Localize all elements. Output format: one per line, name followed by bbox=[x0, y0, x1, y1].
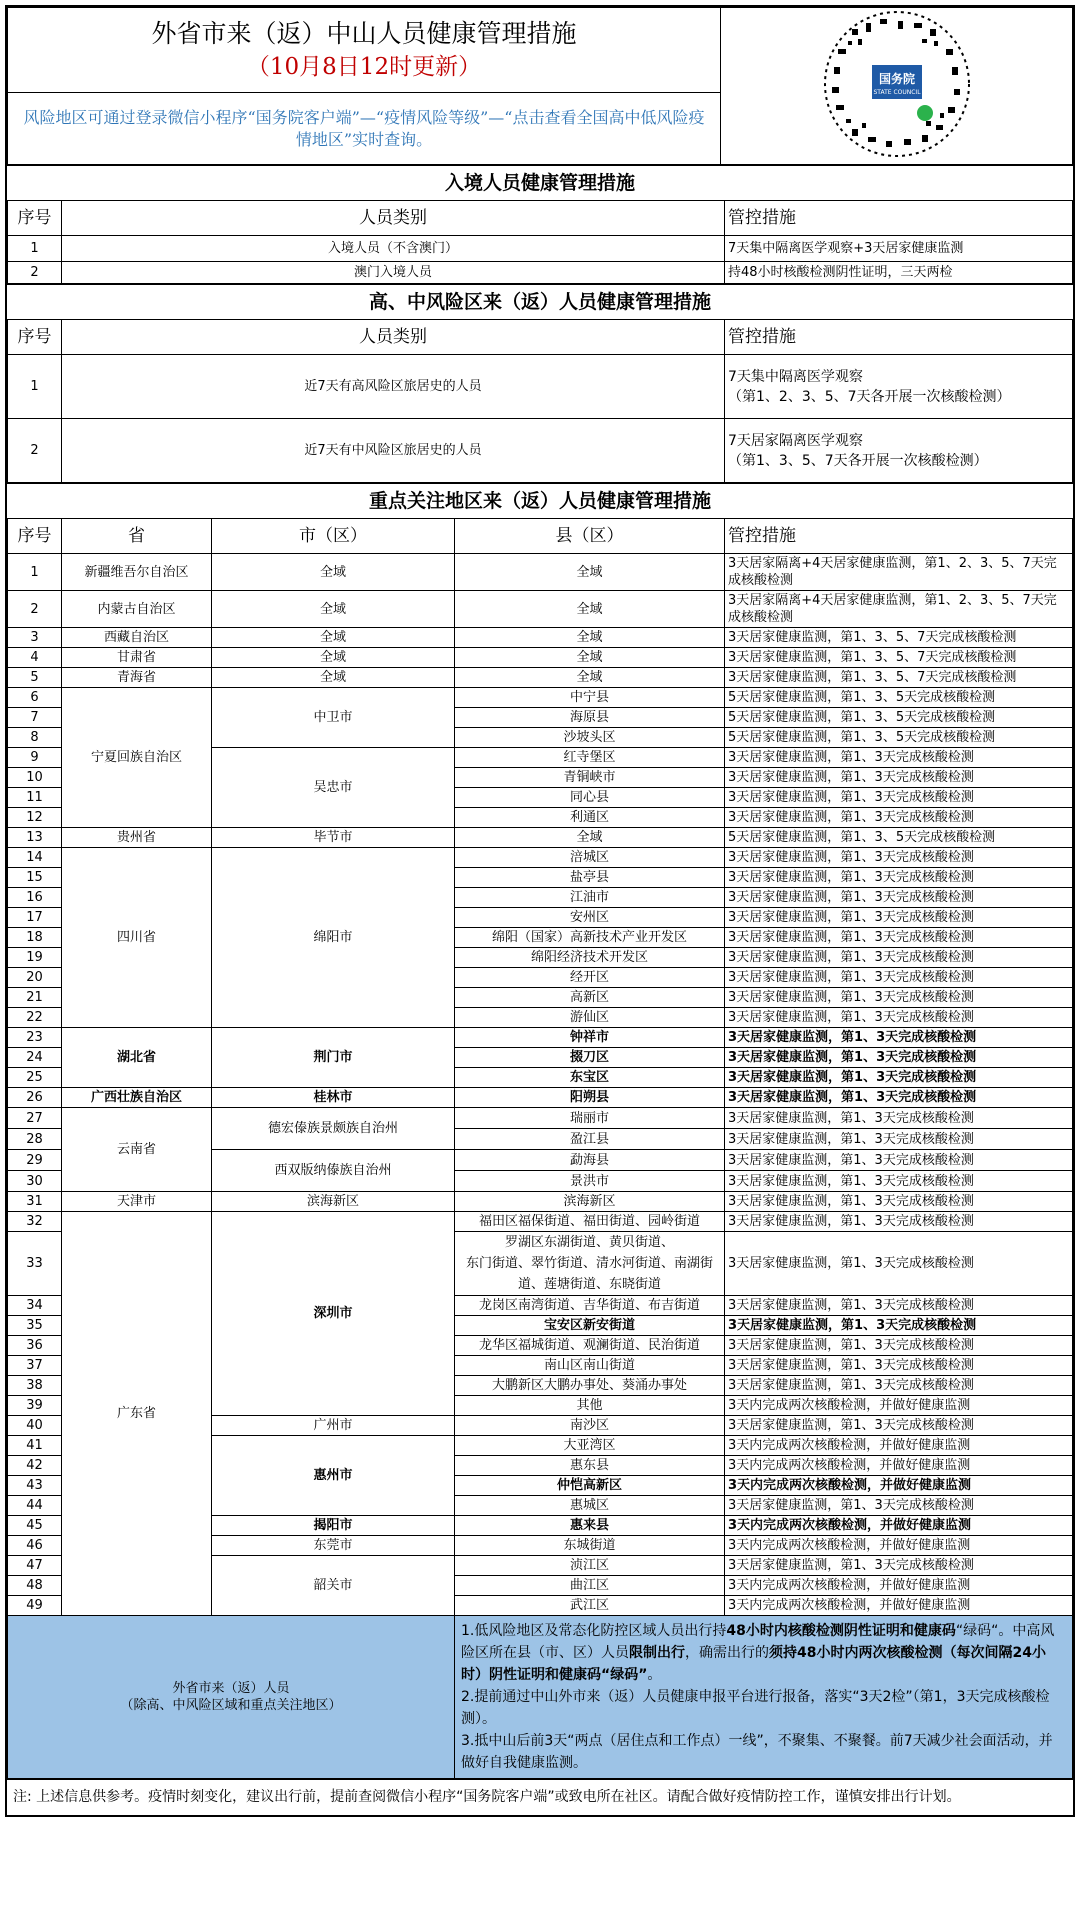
section3-title: 重点关注地区来（返）人员健康管理措施 bbox=[7, 483, 1073, 518]
county-cell: 全域 bbox=[455, 668, 725, 688]
table-row bbox=[8, 1108, 1073, 1129]
row-no: 48 bbox=[8, 1576, 62, 1596]
col-header-measure: 管控措施 bbox=[725, 519, 1073, 554]
county-cell: 曲江区 bbox=[455, 1576, 725, 1596]
row-category: 入境人员（不含澳门） bbox=[62, 236, 725, 262]
measure-cell: 3天居家健康监测，第1、3天完成核酸检测 bbox=[725, 1028, 1073, 1048]
measure-cell: 3天居家健康监测，第1、3天完成核酸检测 bbox=[725, 1192, 1073, 1212]
measure-cell: 3天居家隔离+4天居家健康监测，第1、2、3、5、7天完成核酸检测 bbox=[725, 554, 1073, 591]
county-cell: 掇刀区 bbox=[455, 1048, 725, 1068]
county-cell: 南沙区 bbox=[455, 1416, 725, 1436]
city-cell: 西双版纳傣族自治州 bbox=[212, 1150, 455, 1192]
measure-cell: 3天居家健康监测，第1、3天完成核酸检测 bbox=[725, 908, 1073, 928]
measure-cell: 3天居家健康监测，第1、3天完成核酸检测 bbox=[725, 1496, 1073, 1516]
row-no: 30 bbox=[8, 1171, 62, 1192]
measure-cell: 3天居家健康监测，第1、3天完成核酸检测 bbox=[725, 928, 1073, 948]
city-cell: 绵阳市 bbox=[212, 848, 455, 1028]
col-header-city: 市（区） bbox=[212, 519, 455, 554]
city-cell: 韶关市 bbox=[212, 1556, 455, 1616]
miniprogram-qr-code bbox=[822, 9, 972, 159]
row-no: 40 bbox=[8, 1416, 62, 1436]
row-no: 41 bbox=[8, 1436, 62, 1456]
row-measure: 7天居家隔离医学观察 （第1、3、5、7天各开展一次核酸检测） bbox=[725, 419, 1073, 483]
measure-cell: 3天内完成两次核酸检测，并做好健康监测 bbox=[725, 1396, 1073, 1416]
province-cell: 西藏自治区 bbox=[62, 628, 212, 648]
county-cell: 龙岗区南湾街道、吉华街道、布吉街道 bbox=[455, 1296, 725, 1316]
county-cell: 东城街道 bbox=[455, 1536, 725, 1556]
county-cell: 福田区福保街道、福田街道、园岭街道 bbox=[455, 1212, 725, 1232]
title-cell bbox=[8, 8, 721, 93]
province-cell: 贵州省 bbox=[62, 828, 212, 848]
county-cell: 盐亭县 bbox=[455, 868, 725, 888]
col-header-category: 人员类别 bbox=[62, 320, 725, 355]
measure-cell: 3天居家健康监测，第1、3天完成核酸检测 bbox=[725, 1068, 1073, 1088]
province-cell: 宁夏回族自治区 bbox=[62, 688, 212, 828]
measure-cell: 3天居家健康监测，第1、3天完成核酸检测 bbox=[725, 1171, 1073, 1192]
table-row bbox=[8, 1212, 1073, 1232]
table-row bbox=[8, 554, 1073, 591]
row-no: 38 bbox=[8, 1376, 62, 1396]
county-cell: 经开区 bbox=[455, 968, 725, 988]
row-no: 12 bbox=[8, 808, 62, 828]
row-no: 21 bbox=[8, 988, 62, 1008]
row-no: 7 bbox=[8, 708, 62, 728]
measure-cell: 3天居家健康监测，第1、3天完成核酸检测 bbox=[725, 1129, 1073, 1150]
measure-cell: 3天内完成两次核酸检测，并做好健康监测 bbox=[725, 1476, 1073, 1496]
measure-cell: 3天居家健康监测，第1、3天完成核酸检测 bbox=[725, 948, 1073, 968]
row-no: 44 bbox=[8, 1496, 62, 1516]
row-no: 16 bbox=[8, 888, 62, 908]
other-label-line2: （除高、中风险区域和重点关注地区） bbox=[120, 1698, 342, 1713]
table-row bbox=[8, 688, 1073, 708]
measure-cell: 3天内完成两次核酸检测，并做好健康监测 bbox=[725, 1536, 1073, 1556]
section2-table bbox=[7, 319, 1073, 483]
measure-cell: 3天居家健康监测，第1、3天完成核酸检测 bbox=[725, 788, 1073, 808]
county-cell: 安州区 bbox=[455, 908, 725, 928]
measure-cell: 3天居家健康监测，第1、3、5、7天完成核酸检测 bbox=[725, 668, 1073, 688]
text-span: 1.低风险地区及常态化防控区域人员出行持 bbox=[461, 1623, 727, 1639]
county-cell: 同心县 bbox=[455, 788, 725, 808]
row-no: 10 bbox=[8, 768, 62, 788]
measure-cell: 3天居家健康监测，第1、3天完成核酸检测 bbox=[725, 1232, 1073, 1296]
row-no: 37 bbox=[8, 1356, 62, 1376]
province-cell: 天津市 bbox=[62, 1192, 212, 1212]
row-no: 33 bbox=[8, 1232, 62, 1296]
other-regions-row bbox=[8, 1616, 1073, 1779]
row-no: 1 bbox=[8, 554, 62, 591]
measure-cell: 5天居家健康监测，第1、3、5天完成核酸检测 bbox=[725, 728, 1073, 748]
row-no: 39 bbox=[8, 1396, 62, 1416]
row-no: 15 bbox=[8, 868, 62, 888]
row-measure: 7天集中隔离医学观察 （第1、2、3、5、7天各开展一次核酸检测） bbox=[725, 355, 1073, 419]
page-title: 外省市来（返）中山人员健康管理措施 bbox=[151, 19, 577, 48]
county-cell: 惠东县 bbox=[455, 1456, 725, 1476]
province-cell: 广西壮族自治区 bbox=[62, 1088, 212, 1108]
measure-cell: 3天居家健康监测，第1、3天完成核酸检测 bbox=[725, 1108, 1073, 1129]
row-no: 6 bbox=[8, 688, 62, 708]
county-cell: 景洪市 bbox=[455, 1171, 725, 1192]
county-cell: 海原县 bbox=[455, 708, 725, 728]
measure-cell: 3天居家健康监测，第1、3天完成核酸检测 bbox=[725, 888, 1073, 908]
table-row bbox=[8, 262, 1073, 284]
province-cell: 湖北省 bbox=[62, 1028, 212, 1088]
qr-sublabel: STATE COUNCIL bbox=[872, 89, 921, 96]
col-header-county: 县（区） bbox=[455, 519, 725, 554]
province-cell: 广东省 bbox=[62, 1212, 212, 1616]
col-header-measure: 管控措施 bbox=[725, 201, 1073, 236]
row-no: 46 bbox=[8, 1536, 62, 1556]
row-no: 1 bbox=[8, 236, 62, 262]
county-cell: 浈江区 bbox=[455, 1556, 725, 1576]
measure-cell: 3天内完成两次核酸检测，并做好健康监测 bbox=[725, 1596, 1073, 1616]
update-time: （10月8日12时更新） bbox=[246, 54, 482, 80]
city-cell: 毕节市 bbox=[212, 828, 455, 848]
row-no: 17 bbox=[8, 908, 62, 928]
table-row bbox=[8, 591, 1073, 628]
county-cell: 滨海新区 bbox=[455, 1192, 725, 1212]
province-cell: 青海省 bbox=[62, 668, 212, 688]
row-no: 29 bbox=[8, 1150, 62, 1171]
row-no: 8 bbox=[8, 728, 62, 748]
row-category: 近7天有中风险区旅居史的人员 bbox=[62, 419, 725, 483]
row-no: 31 bbox=[8, 1192, 62, 1212]
city-cell: 东莞市 bbox=[212, 1536, 455, 1556]
row-no: 11 bbox=[8, 788, 62, 808]
city-cell: 揭阳市 bbox=[212, 1516, 455, 1536]
city-cell: 荆门市 bbox=[212, 1028, 455, 1088]
row-no: 49 bbox=[8, 1596, 62, 1616]
county-cell: 龙华区福城街道、观澜街道、民治街道 bbox=[455, 1336, 725, 1356]
row-measure: 7天集中隔离医学观察+3天居家健康监测 bbox=[725, 236, 1073, 262]
county-cell: 全域 bbox=[455, 554, 725, 591]
county-cell: 南山区南山街道 bbox=[455, 1356, 725, 1376]
other-label-line1: 外省市来（返）人员 bbox=[172, 1681, 290, 1696]
row-no: 9 bbox=[8, 748, 62, 768]
county-cell: 高新区 bbox=[455, 988, 725, 1008]
text-span: “绿码“。中高风险区所在县（市、区）人员 bbox=[461, 1623, 1055, 1661]
county-cell: 惠来县 bbox=[455, 1516, 725, 1536]
city-cell: 全域 bbox=[212, 668, 455, 688]
risk-query-note: 风险地区可通过登录微信小程序“国务院客户端”—“疫情风险等级”—“点击查看全国高中低风险疫情地区”实时查询。 bbox=[8, 93, 721, 165]
footer-note: 注: 上述信息供参考。疫情时刻变化，建议出行前，提前查阅微信小程序“国务院客户端”或致电所在社区。请配合做好疫情防控工作，谨慎安排出行计划。 bbox=[7, 1779, 1073, 1815]
row-category: 近7天有高风险区旅居史的人员 bbox=[62, 355, 725, 419]
table-row bbox=[8, 648, 1073, 668]
city-cell: 中卫市 bbox=[212, 688, 455, 748]
county-cell: 全域 bbox=[455, 591, 725, 628]
row-no: 25 bbox=[8, 1068, 62, 1088]
row-no: 20 bbox=[8, 968, 62, 988]
city-cell: 滨海新区 bbox=[212, 1192, 455, 1212]
province-cell: 甘肃省 bbox=[62, 648, 212, 668]
measure-cell: 3天居家健康监测，第1、3天完成核酸检测 bbox=[725, 1008, 1073, 1028]
row-no: 18 bbox=[8, 928, 62, 948]
row-measure: 持48小时核酸检测阴性证明，三天两检 bbox=[725, 262, 1073, 284]
county-cell: 全域 bbox=[455, 628, 725, 648]
county-cell: 大亚湾区 bbox=[455, 1436, 725, 1456]
measure-cell: 3天居家健康监测，第1、3天完成核酸检测 bbox=[725, 1048, 1073, 1068]
section1-title: 入境人员健康管理措施 bbox=[7, 165, 1073, 200]
col-header-category: 人员类别 bbox=[62, 201, 725, 236]
county-cell: 宝安区新安街道 bbox=[455, 1316, 725, 1336]
county-cell: 沙坡头区 bbox=[455, 728, 725, 748]
province-cell: 内蒙古自治区 bbox=[62, 591, 212, 628]
measure-cell: 3天居家健康监测，第1、3天完成核酸检测 bbox=[725, 1356, 1073, 1376]
province-cell: 云南省 bbox=[62, 1108, 212, 1192]
measure-cell: 3天居家健康监测，第1、3天完成核酸检测 bbox=[725, 988, 1073, 1008]
row-no: 4 bbox=[8, 648, 62, 668]
county-cell: 全域 bbox=[455, 648, 725, 668]
row-no: 24 bbox=[8, 1048, 62, 1068]
county-cell: 勐海县 bbox=[455, 1150, 725, 1171]
table-row bbox=[8, 628, 1073, 648]
measure-cell: 3天居家健康监测，第1、3天完成核酸检测 bbox=[725, 1556, 1073, 1576]
table-row bbox=[8, 848, 1073, 868]
city-cell: 全域 bbox=[212, 591, 455, 628]
table-row bbox=[8, 236, 1073, 262]
measure-cell: 3天居家健康监测，第1、3、5、7天完成核酸检测 bbox=[725, 628, 1073, 648]
county-cell: 涪城区 bbox=[455, 848, 725, 868]
row-no: 35 bbox=[8, 1316, 62, 1336]
measure-cell: 3天居家健康监测，第1、3天完成核酸检测 bbox=[725, 968, 1073, 988]
county-cell: 盈江县 bbox=[455, 1129, 725, 1150]
measure-cell: 3天居家健康监测，第1、3天完成核酸检测 bbox=[725, 768, 1073, 788]
row-no: 13 bbox=[8, 828, 62, 848]
qr-label: 国务院 bbox=[878, 72, 915, 86]
row-no: 5 bbox=[8, 668, 62, 688]
row-no: 42 bbox=[8, 1456, 62, 1476]
row-no: 32 bbox=[8, 1212, 62, 1232]
measure-cell: 3天居家健康监测，第1、3天完成核酸检测 bbox=[725, 748, 1073, 768]
measure-cell: 3天内完成两次核酸检测，并做好健康监测 bbox=[725, 1456, 1073, 1476]
city-cell: 全域 bbox=[212, 554, 455, 591]
county-cell: 罗湖区东湖街道、黄贝街道、 东门街道、翠竹街道、清水河街道、南湖街道、莲塘街道、东晓街道 bbox=[455, 1232, 725, 1296]
table-row bbox=[8, 1088, 1073, 1108]
city-cell: 全域 bbox=[212, 628, 455, 648]
measure-cell: 5天居家健康监测，第1、3、5天完成核酸检测 bbox=[725, 688, 1073, 708]
text-span: 。 bbox=[647, 1667, 662, 1683]
measure-cell: 3天居家健康监测，第1、3天完成核酸检测 bbox=[725, 1416, 1073, 1436]
section1-table bbox=[7, 200, 1073, 284]
table-row bbox=[8, 1028, 1073, 1048]
measure-cell: 3天居家健康监测，第1、3天完成核酸检测 bbox=[725, 1212, 1073, 1232]
col-header-no: 序号 bbox=[8, 320, 62, 355]
city-cell: 深圳市 bbox=[212, 1212, 455, 1416]
row-no: 45 bbox=[8, 1516, 62, 1536]
document bbox=[5, 5, 1075, 1817]
table-row bbox=[8, 419, 1073, 483]
province-cell: 新疆维吾尔自治区 bbox=[62, 554, 212, 591]
county-cell: 青铜峡市 bbox=[455, 768, 725, 788]
city-cell: 吴忠市 bbox=[212, 748, 455, 828]
county-cell: 武江区 bbox=[455, 1596, 725, 1616]
table-row bbox=[8, 355, 1073, 419]
table-row bbox=[8, 1192, 1073, 1212]
row-no: 34 bbox=[8, 1296, 62, 1316]
row-no: 43 bbox=[8, 1476, 62, 1496]
row-category: 澳门入境人员 bbox=[62, 262, 725, 284]
measure-cell: 3天居家健康监测，第1、3天完成核酸检测 bbox=[725, 868, 1073, 888]
county-cell: 绵阳（国家）高新技术产业开发区 bbox=[455, 928, 725, 948]
measure-cell: 3天内完成两次核酸检测，并做好健康监测 bbox=[725, 1436, 1073, 1456]
row-no: 2 bbox=[8, 419, 62, 483]
col-header-no: 序号 bbox=[8, 201, 62, 236]
other-measure-2: 2.提前通过中山外市来（返）人员健康申报平台进行报备，落实“3天2检”（第1，3天完成核酸检测）。 bbox=[461, 1689, 1050, 1727]
county-cell: 瑞丽市 bbox=[455, 1108, 725, 1129]
col-header-no: 序号 bbox=[8, 519, 62, 554]
measure-cell: 3天内完成两次核酸检测，并做好健康监测 bbox=[725, 1516, 1073, 1536]
row-no: 19 bbox=[8, 948, 62, 968]
row-no: 28 bbox=[8, 1129, 62, 1150]
miniprogram-icon bbox=[917, 105, 933, 121]
qr-cell bbox=[721, 8, 1073, 165]
text-span: 48小时内核酸检测阴性证明和健康码 bbox=[726, 1623, 956, 1639]
text-span: ，确需出行的 bbox=[685, 1645, 769, 1661]
table-row bbox=[8, 828, 1073, 848]
county-cell: 江油市 bbox=[455, 888, 725, 908]
row-no: 14 bbox=[8, 848, 62, 868]
other-measure-3: 3.抵中山后前3天“两点（居住点和工作点）一线”，不聚集、不聚餐。前7天减少社会面活动，并做好自我健康监测。 bbox=[461, 1733, 1053, 1771]
row-no: 2 bbox=[8, 591, 62, 628]
measure-cell: 3天居家健康监测，第1、3天完成核酸检测 bbox=[725, 808, 1073, 828]
row-no: 47 bbox=[8, 1556, 62, 1576]
other-regions-label bbox=[8, 1616, 455, 1779]
county-cell: 钟祥市 bbox=[455, 1028, 725, 1048]
measure-cell: 3天居家健康监测，第1、3天完成核酸检测 bbox=[725, 1150, 1073, 1171]
county-cell: 仲恺高新区 bbox=[455, 1476, 725, 1496]
county-cell: 利通区 bbox=[455, 808, 725, 828]
col-header-province: 省 bbox=[62, 519, 212, 554]
county-cell: 全域 bbox=[455, 828, 725, 848]
section3-table bbox=[7, 518, 1073, 1779]
city-cell: 全域 bbox=[212, 648, 455, 668]
county-cell: 红寺堡区 bbox=[455, 748, 725, 768]
row-no: 27 bbox=[8, 1108, 62, 1129]
text-span: 须持48小时内两次核酸检测（每次间隔24小时）阴性证明和健康码“绿码” bbox=[461, 1645, 1046, 1683]
row-no: 1 bbox=[8, 355, 62, 419]
row-no: 36 bbox=[8, 1336, 62, 1356]
county-cell: 其他 bbox=[455, 1396, 725, 1416]
other-measure-1 bbox=[461, 1620, 1066, 1686]
county-cell: 绵阳经济技术开发区 bbox=[455, 948, 725, 968]
measure-cell: 3天居家健康监测，第1、3天完成核酸检测 bbox=[725, 1296, 1073, 1316]
measure-cell: 3天居家隔离+4天居家健康监测，第1、2、3、5、7天完成核酸检测 bbox=[725, 591, 1073, 628]
row-no: 22 bbox=[8, 1008, 62, 1028]
city-cell: 德宏傣族景颇族自治州 bbox=[212, 1108, 455, 1150]
row-no: 3 bbox=[8, 628, 62, 648]
measure-cell: 3天居家健康监测，第1、3天完成核酸检测 bbox=[725, 1336, 1073, 1356]
measure-cell: 3天居家健康监测，第1、3天完成核酸检测 bbox=[725, 1316, 1073, 1336]
section2-title: 高、中风险区来（返）人员健康管理措施 bbox=[7, 284, 1073, 319]
measure-cell: 3天居家健康监测，第1、3天完成核酸检测 bbox=[725, 848, 1073, 868]
col-header-measure: 管控措施 bbox=[725, 320, 1073, 355]
province-cell: 四川省 bbox=[62, 848, 212, 1028]
county-cell: 阳朔县 bbox=[455, 1088, 725, 1108]
table-row bbox=[8, 668, 1073, 688]
row-no: 23 bbox=[8, 1028, 62, 1048]
county-cell: 惠城区 bbox=[455, 1496, 725, 1516]
measure-cell: 5天居家健康监测，第1、3、5天完成核酸检测 bbox=[725, 828, 1073, 848]
county-cell: 东宝区 bbox=[455, 1068, 725, 1088]
row-no: 2 bbox=[8, 262, 62, 284]
row-no: 26 bbox=[8, 1088, 62, 1108]
other-measures-box bbox=[461, 1620, 1066, 1774]
header-table bbox=[7, 7, 1073, 165]
measure-cell: 5天居家健康监测，第1、3、5天完成核酸检测 bbox=[725, 708, 1073, 728]
county-cell: 游仙区 bbox=[455, 1008, 725, 1028]
measure-cell: 3天居家健康监测，第1、3天完成核酸检测 bbox=[725, 1088, 1073, 1108]
county-cell: 大鹏新区大鹏办事处、葵涌办事处 bbox=[455, 1376, 725, 1396]
city-cell: 惠州市 bbox=[212, 1436, 455, 1516]
city-cell: 广州市 bbox=[212, 1416, 455, 1436]
measure-cell: 3天内完成两次核酸检测，并做好健康监测 bbox=[725, 1576, 1073, 1596]
measure-cell: 3天居家健康监测，第1、3、5、7天完成核酸检测 bbox=[725, 648, 1073, 668]
measure-cell: 3天居家健康监测，第1、3天完成核酸检测 bbox=[725, 1376, 1073, 1396]
county-cell: 中宁县 bbox=[455, 688, 725, 708]
city-cell: 桂林市 bbox=[212, 1088, 455, 1108]
text-span: 限制出行 bbox=[629, 1645, 685, 1661]
